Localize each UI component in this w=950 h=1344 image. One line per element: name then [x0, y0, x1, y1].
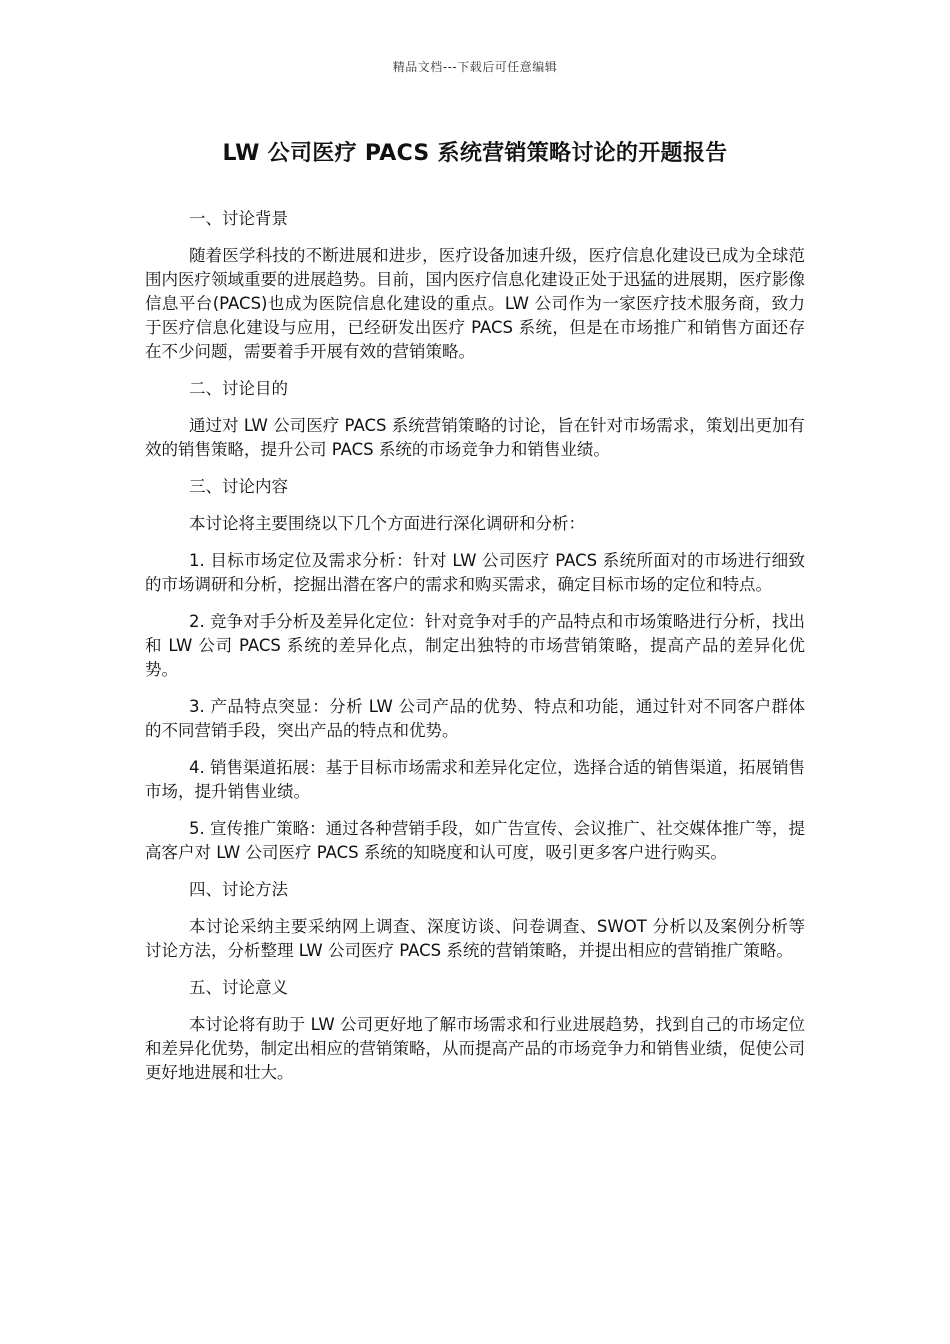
paragraph-content-intro: 本讨论将主要围绕以下几个方面进行深化调研和分析：	[189, 514, 585, 533]
section-heading-methods: 四、讨论方法	[189, 880, 288, 899]
list-item-promotion-strategy: 5. 宣传推广策略：通过各种营销手段，如广告宣传、会议推广、社交媒体推广等，提高客户对 LW 公司医疗 PACS 系统的知晓度和认可度，吸引更多客户进行购买。	[145, 819, 805, 862]
page-header-note: 精品文档---下载后可任意编辑	[392, 60, 558, 74]
section-heading-purpose: 二、讨论目的	[189, 379, 288, 398]
paragraph-background: 随着医学科技的不断进展和进步，医疗设备加速升级，医疗信息化建设已成为全球范围内医疗领域重要的进展趋势。目前，国内医疗信息化建设正处于迅猛的进展期，医疗影像信息平台(PACS)也成为医院信息化建设的重点。LW 公司作为一家医疗技术服务商，致力于医疗信息化建设与应用，已经研发出医疗 PACS 系统，但是在市场推广和销售方面还存在不少问题，需要着手开展有效的营销策略。	[145, 246, 805, 361]
list-item-product-features: 3. 产品特点突显：分析 LW 公司产品的优势、特点和功能，通过针对不同客户群体的不同营销手段，突出产品的特点和优势。	[145, 697, 805, 740]
document-title: LW 公司医疗 PACS 系统营销策略讨论的开题报告	[222, 141, 728, 166]
list-item-competitor-analysis: 2. 竞争对手分析及差异化定位：针对竞争对手的产品特点和市场策略进行分析，找出和 LW 公司 PACS 系统的差异化点，制定出独特的市场营销策略，提高产品的差异化优势。	[145, 612, 805, 679]
list-item-target-market: 1. 目标市场定位及需求分析：针对 LW 公司医疗 PACS 系统所面对的市场进行细致的市场调研和分析，挖掘出潜在客户的需求和购买需求，确定目标市场的定位和特点。	[145, 551, 805, 594]
section-heading-background: 一、讨论背景	[189, 209, 288, 228]
paragraph-significance: 本讨论将有助于 LW 公司更好地了解市场需求和行业进展趋势，找到自己的市场定位和差异化优势，制定出相应的营销策略，从而提高产品的市场竞争力和销售业绩，促使公司更好地进展和壮大。	[145, 1015, 805, 1082]
section-heading-content: 三、讨论内容	[189, 477, 288, 496]
paragraph-methods: 本讨论采纳主要采纳网上调查、深度访谈、问卷调查、SWOT 分析以及案例分析等讨论方法，分析整理 LW 公司医疗 PACS 系统的营销策略，并提出相应的营销推广策略。	[145, 917, 805, 960]
list-item-sales-channels: 4. 销售渠道拓展：基于目标市场需求和差异化定位，选择合适的销售渠道，拓展销售市场，提升销售业绩。	[145, 758, 805, 801]
section-heading-significance: 五、讨论意义	[189, 978, 288, 997]
paragraph-purpose: 通过对 LW 公司医疗 PACS 系统营销策略的讨论，旨在针对市场需求，策划出更加有效的销售策略，提升公司 PACS 系统的市场竞争力和销售业绩。	[145, 416, 805, 459]
document-body	[145, 207, 805, 1098]
